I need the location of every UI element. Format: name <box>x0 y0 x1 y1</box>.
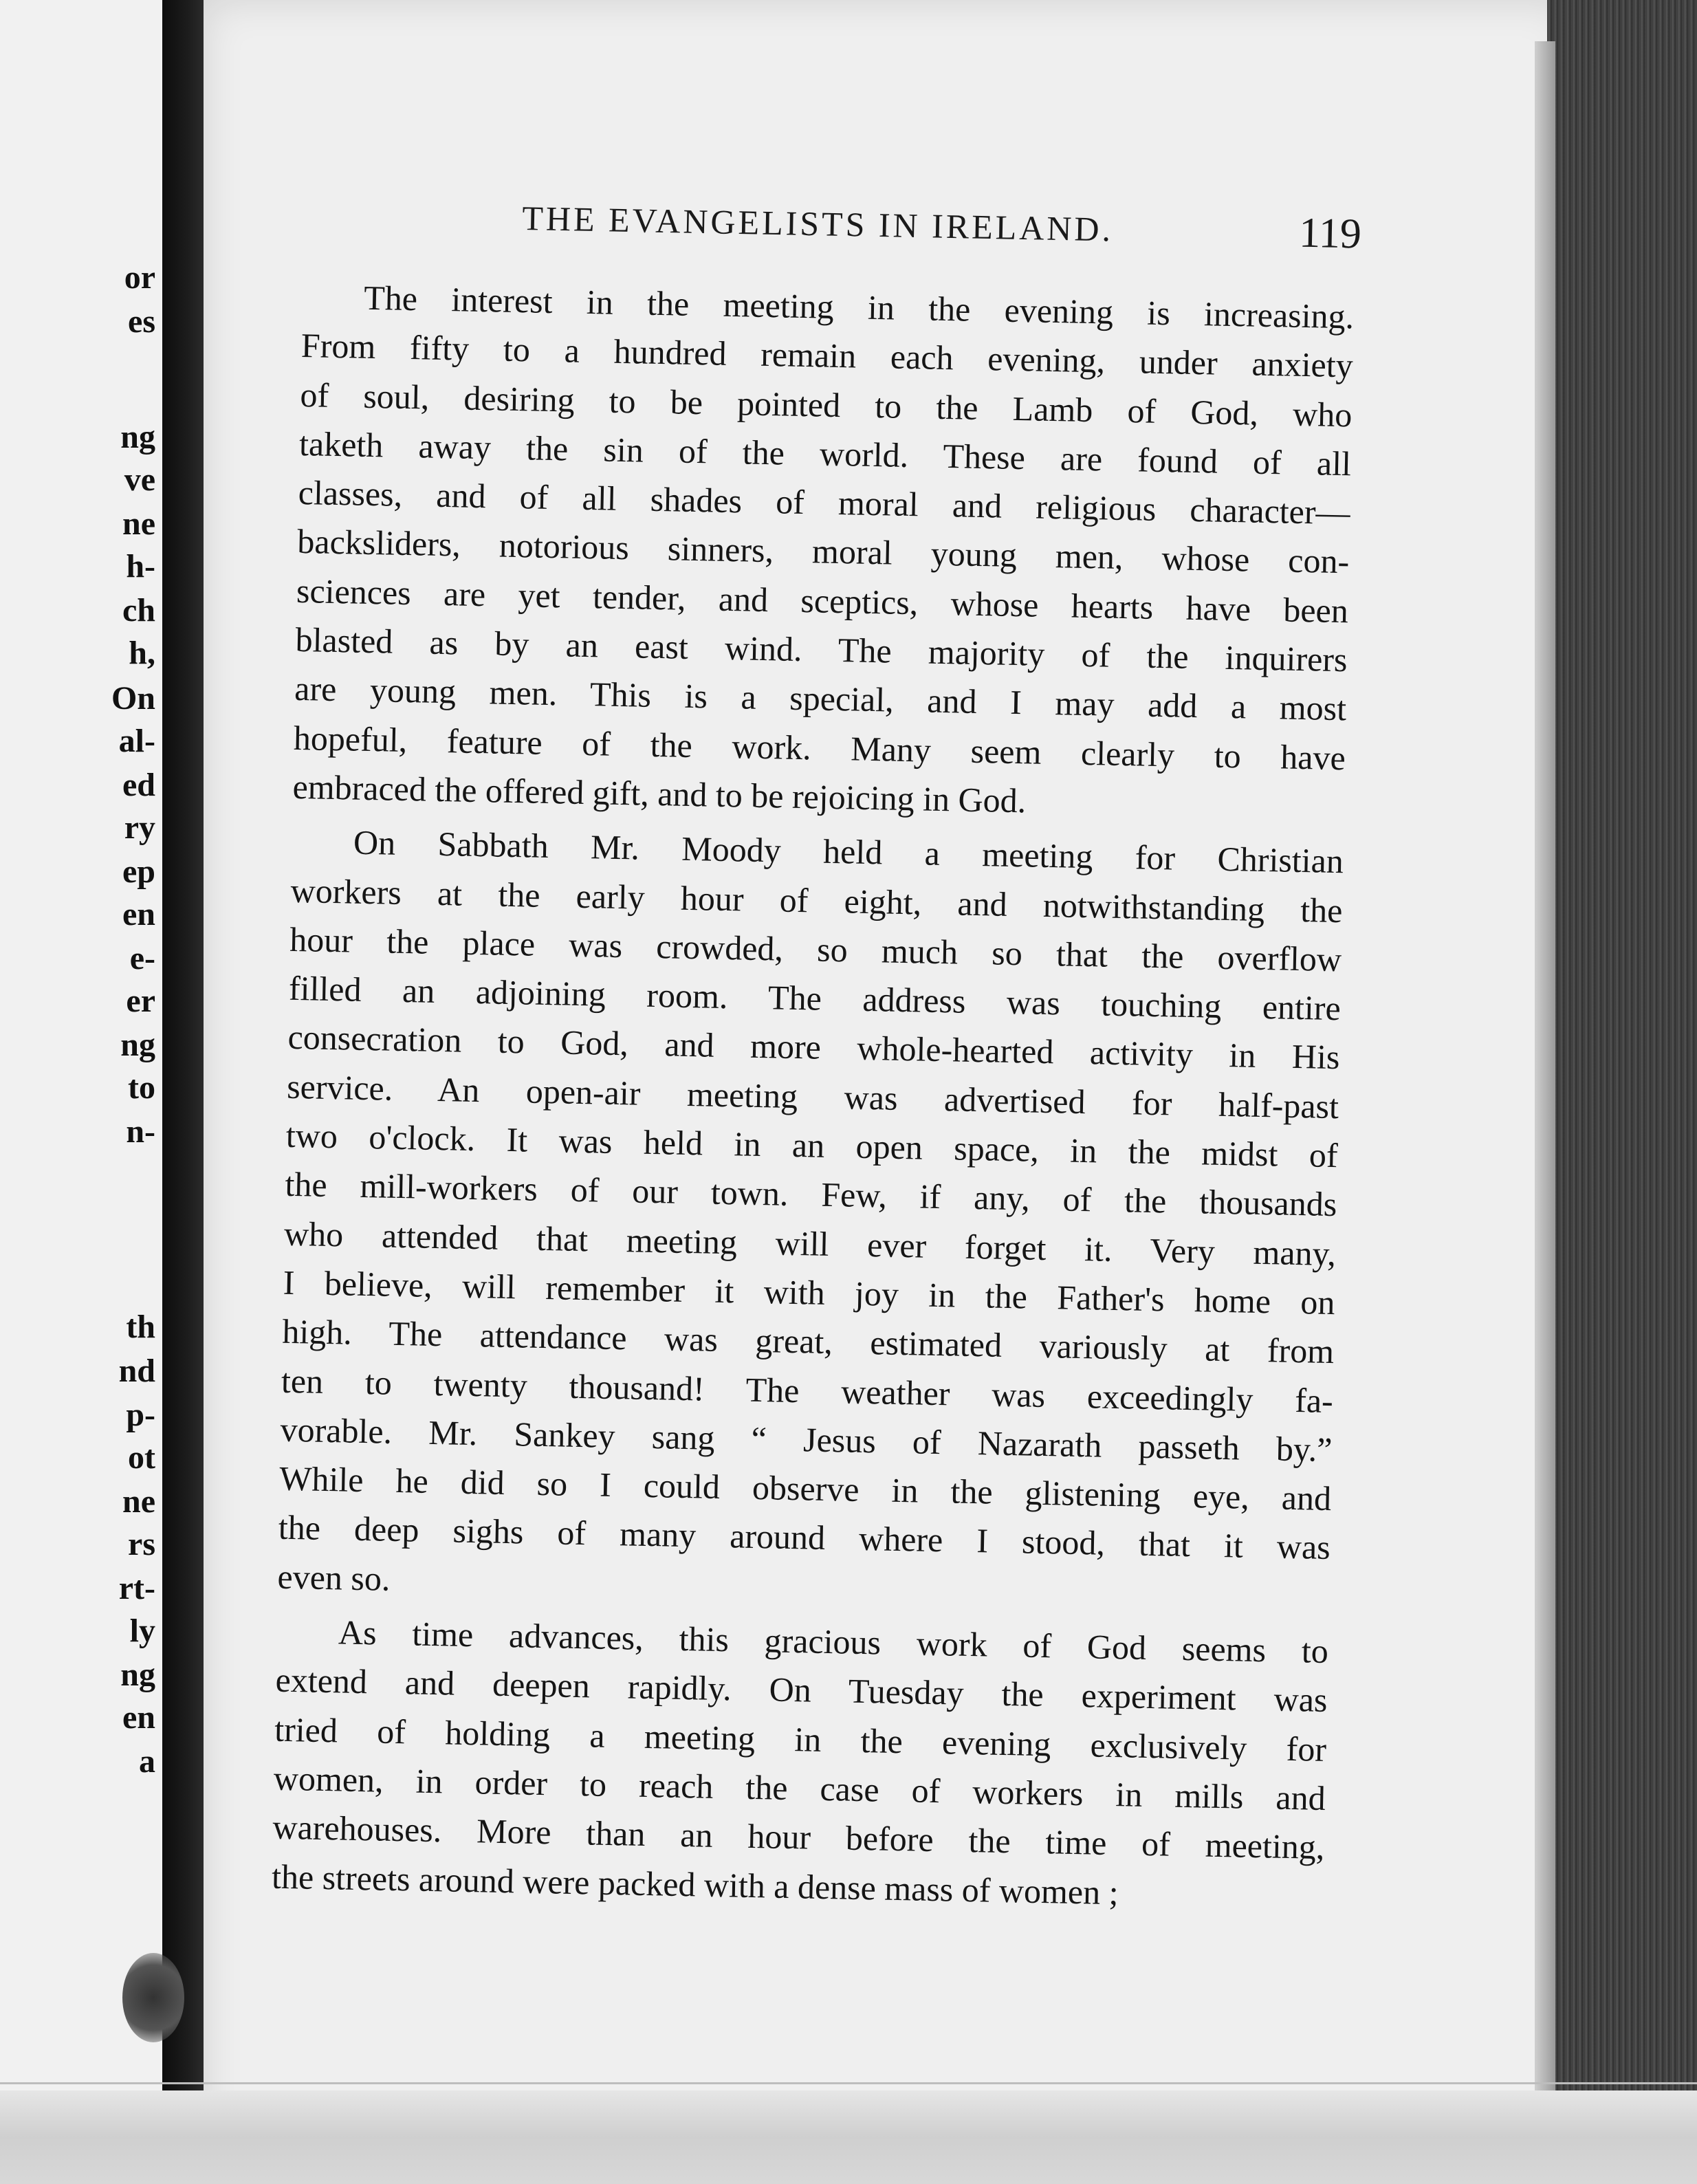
left-page-fragment: ve <box>124 461 155 498</box>
left-page-fragment: ly <box>129 1613 155 1649</box>
text-line: From fifty to a hundred remain each evening, under anxiety <box>300 326 1354 385</box>
page-number: 119 <box>1298 209 1362 258</box>
text-line: two o'clock. It was held in an open space, in the midst of <box>285 1115 1339 1175</box>
text-line: extend and deepen rapidly. On Tuesday the experiment was <box>275 1660 1328 1720</box>
left-page-fragment: ng <box>120 1657 155 1693</box>
text-line: hopeful, feature of the work. Many seem clearly to have <box>293 718 1346 777</box>
paragraph <box>277 817 1344 1621</box>
left-page-fragment: ry <box>124 809 155 846</box>
page-edge <box>1535 41 1555 2145</box>
text-line: blasted as by an east wind. The majority of the inquirers <box>295 620 1348 679</box>
left-page-fragment: rs <box>128 1526 155 1562</box>
text-line: hour the place was crowded, so much so that the overflow <box>289 919 1342 979</box>
left-page-fragment: ng <box>120 1027 155 1063</box>
text-line: The interest in the meeting in the evening is increasing. <box>363 278 1355 336</box>
left-page-fragment: rt- <box>118 1570 155 1606</box>
text-line: ten to twenty thousand! The weather was exceedingly fa- <box>281 1361 1334 1420</box>
text-line: are young men. This is a special, and I may add a most <box>294 669 1347 728</box>
text-line: As time advances, this gracious work of God seems to <box>338 1613 1329 1671</box>
text-line: consecration to God, and more whole-hearted activity in His <box>287 1018 1340 1077</box>
text-line: On Sabbath Mr. Moody held a meeting for Christian <box>353 822 1344 881</box>
left-page-fragment: ep <box>122 853 155 890</box>
text-line: the streets around were packed with a dense mass of women ; <box>271 1857 1119 1912</box>
text-line: the deep sighs of many around where I stood, that it was <box>278 1508 1331 1567</box>
text-line: sciences are yet tender, and sceptics, whose hearts have been <box>296 571 1349 631</box>
left-page-fragment: On <box>111 680 155 717</box>
text-line: workers at the early hour of eight, and notwithstanding the <box>290 871 1344 930</box>
left-page-fragment: to <box>128 1069 155 1106</box>
left-page-fragment: h- <box>126 548 155 585</box>
text-line: filled an adjoining room. The address was touching entire <box>288 968 1342 1028</box>
text-line: backsliders, notorious sinners, moral young men, whose con- <box>296 522 1350 581</box>
ink-blot <box>122 1953 184 2042</box>
left-page-fragment: ne <box>122 505 155 542</box>
scan-bottom-edge <box>0 2090 1697 2184</box>
left-page-fragment: ot <box>128 1439 155 1476</box>
left-page-fragment: e- <box>129 940 155 976</box>
left-page-fragment: en <box>122 896 155 932</box>
left-page-fragment: h, <box>129 635 155 671</box>
left-page-fragment: ng <box>120 419 155 455</box>
paragraph <box>272 1607 1329 1921</box>
left-page-fragment: a <box>139 1743 155 1780</box>
gutter-shadow <box>162 0 204 2184</box>
running-title: THE EVANGELISTS IN IRELAND. <box>521 198 1114 249</box>
left-page-fragment: nd <box>118 1353 155 1389</box>
text-line: While he did so I could observe in the glistening eye, and <box>278 1459 1332 1518</box>
text-line: women, in order to reach the case of workers in mills and <box>273 1758 1326 1817</box>
left-page-fragment: en <box>122 1699 155 1736</box>
text-line: of soul, desiring to be pointed to the Lamb of God, who <box>300 375 1353 434</box>
left-facing-page <box>0 0 162 2184</box>
left-page-fragment: th <box>126 1309 155 1345</box>
left-page-fragment: ne <box>122 1483 155 1520</box>
text-line: vorable. Mr. Sankey sang “ Jesus of Nazarath passeth by.” <box>280 1410 1333 1469</box>
book-fore-edge <box>1547 0 1697 2184</box>
left-page-fragment: ch <box>122 592 155 629</box>
text-line: warehouses. More than an hour before the time of meeting, <box>272 1807 1325 1867</box>
left-page-fragment: er <box>126 983 155 1019</box>
text-line: the mill-workers of our town. Few, if any, of the thousands <box>285 1165 1337 1224</box>
text-line: high. The attendance was great, estimated variously at from <box>281 1311 1335 1371</box>
left-page-fragment: or <box>124 259 155 296</box>
text-line: I believe, will remember it with joy in the Father's home on <box>283 1263 1336 1322</box>
text-line: tried of holding a meeting in the evening exclusively for <box>274 1710 1327 1769</box>
left-page-fragment: al- <box>118 723 155 759</box>
scan-edge-line <box>0 2082 1697 2084</box>
left-page-fragment: n- <box>126 1113 155 1150</box>
left-page-fragment: ed <box>122 767 155 803</box>
text-line: service. An open-air meeting was advertised for half-past <box>286 1067 1339 1126</box>
left-page-fragment: p- <box>126 1397 155 1433</box>
text-line: embraced the offered gift, and to be rejoicing in God. <box>292 767 1027 820</box>
left-page-fragment: es <box>128 303 155 340</box>
text-line: who attended that meeting will ever forget it. Very many, <box>283 1214 1337 1273</box>
text-line: taketh away the sin of the world. These are found of all <box>298 424 1352 483</box>
text-line: classes, and of all shades of moral and religious character— <box>298 473 1351 532</box>
body-text <box>271 272 1354 1927</box>
text-line: even so. <box>277 1557 391 1598</box>
paragraph <box>292 272 1355 831</box>
